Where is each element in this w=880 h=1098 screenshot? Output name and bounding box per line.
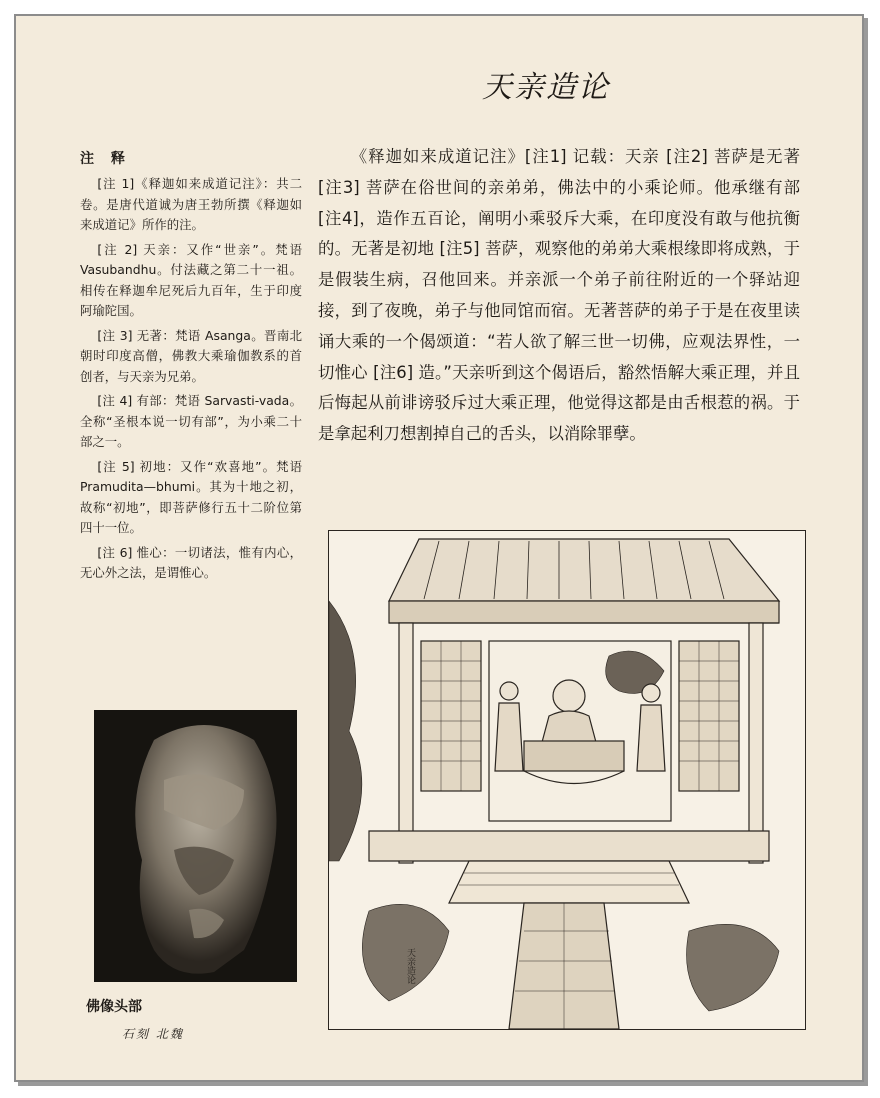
note-1: [注 1]《释迦如来成道记注》：共二卷。是唐代道诚为唐王勃所撰《释迦如来成道记》所作的注。 <box>80 176 302 232</box>
note-5: [注 5] 初地：又作“欢喜地”。梵语 Pramudita—bhumi。其为十地之初，故称“初地”，即菩萨修行五十二阶位第四十一位。 <box>80 458 302 535</box>
note-3: [注 3] 无著：梵语 Asanga。晋南北朝时印度高僧，佛教大乘瑜伽教系的首创者，与天亲为兄弟。 <box>80 327 302 384</box>
notes-column <box>80 148 302 588</box>
buddha-head-photo <box>94 710 297 982</box>
note-4: [注 4] 有部：梵语 Sarvasti-vada。全称“圣根本说一切有部”，为小乘二十部之一。 <box>80 393 302 449</box>
main-text: 《释迦如来成道记注》[注1] 记载：天亲 [注2] 菩萨是无著 [注3] 菩萨在俗世间的亲弟弟，佛法中的小乘论师。他承继有部 [注4]，造作五百论，阐明小乘驳斥大乘，在印度没有敢与他抗衡的。无著是初地 [注5] 菩萨，观察他的弟弟大乘根缘即将成熟，于是假装生病，召他回来。并亲派一个弟子前往附近的一个驿站迎接，到了夜晚，弟子与他同馆而宿。无著菩萨的弟子于是在夜里读诵大乘的一个偈颂道：“若人欲了解三世一切佛，应观法界性，一切惟心 [注6] 造。”天亲听到这个偈语后，豁然悟解大乘正理，并且后悔起从前诽谤驳斥过大乘正理，他觉得这都是由舌根惹的祸。于是拿起利刀想割掉自己的舌头，以消除罪孽。 <box>318 147 800 444</box>
notes-heading: 注 释 <box>80 151 131 167</box>
note-2: [注 2] 天亲：又作“世亲”。梵语 Vasubandhu。付法藏之第二十一祖。相传在释迦牟尼死后九百年，生于印度阿瑜陀国。 <box>80 241 302 318</box>
photo-caption-sub: 石刻 北魏 <box>122 1027 184 1041</box>
photo-caption-title: 佛像头部 <box>86 999 142 1015</box>
page-title: 天亲造论 <box>482 70 610 105</box>
photo-caption <box>86 996 184 1042</box>
note-6: [注 6] 惟心：一切诸法，惟有内心，无心外之法，是谓惟心。 <box>80 544 302 580</box>
illustration-inscription: 天亲造论 <box>405 948 415 984</box>
